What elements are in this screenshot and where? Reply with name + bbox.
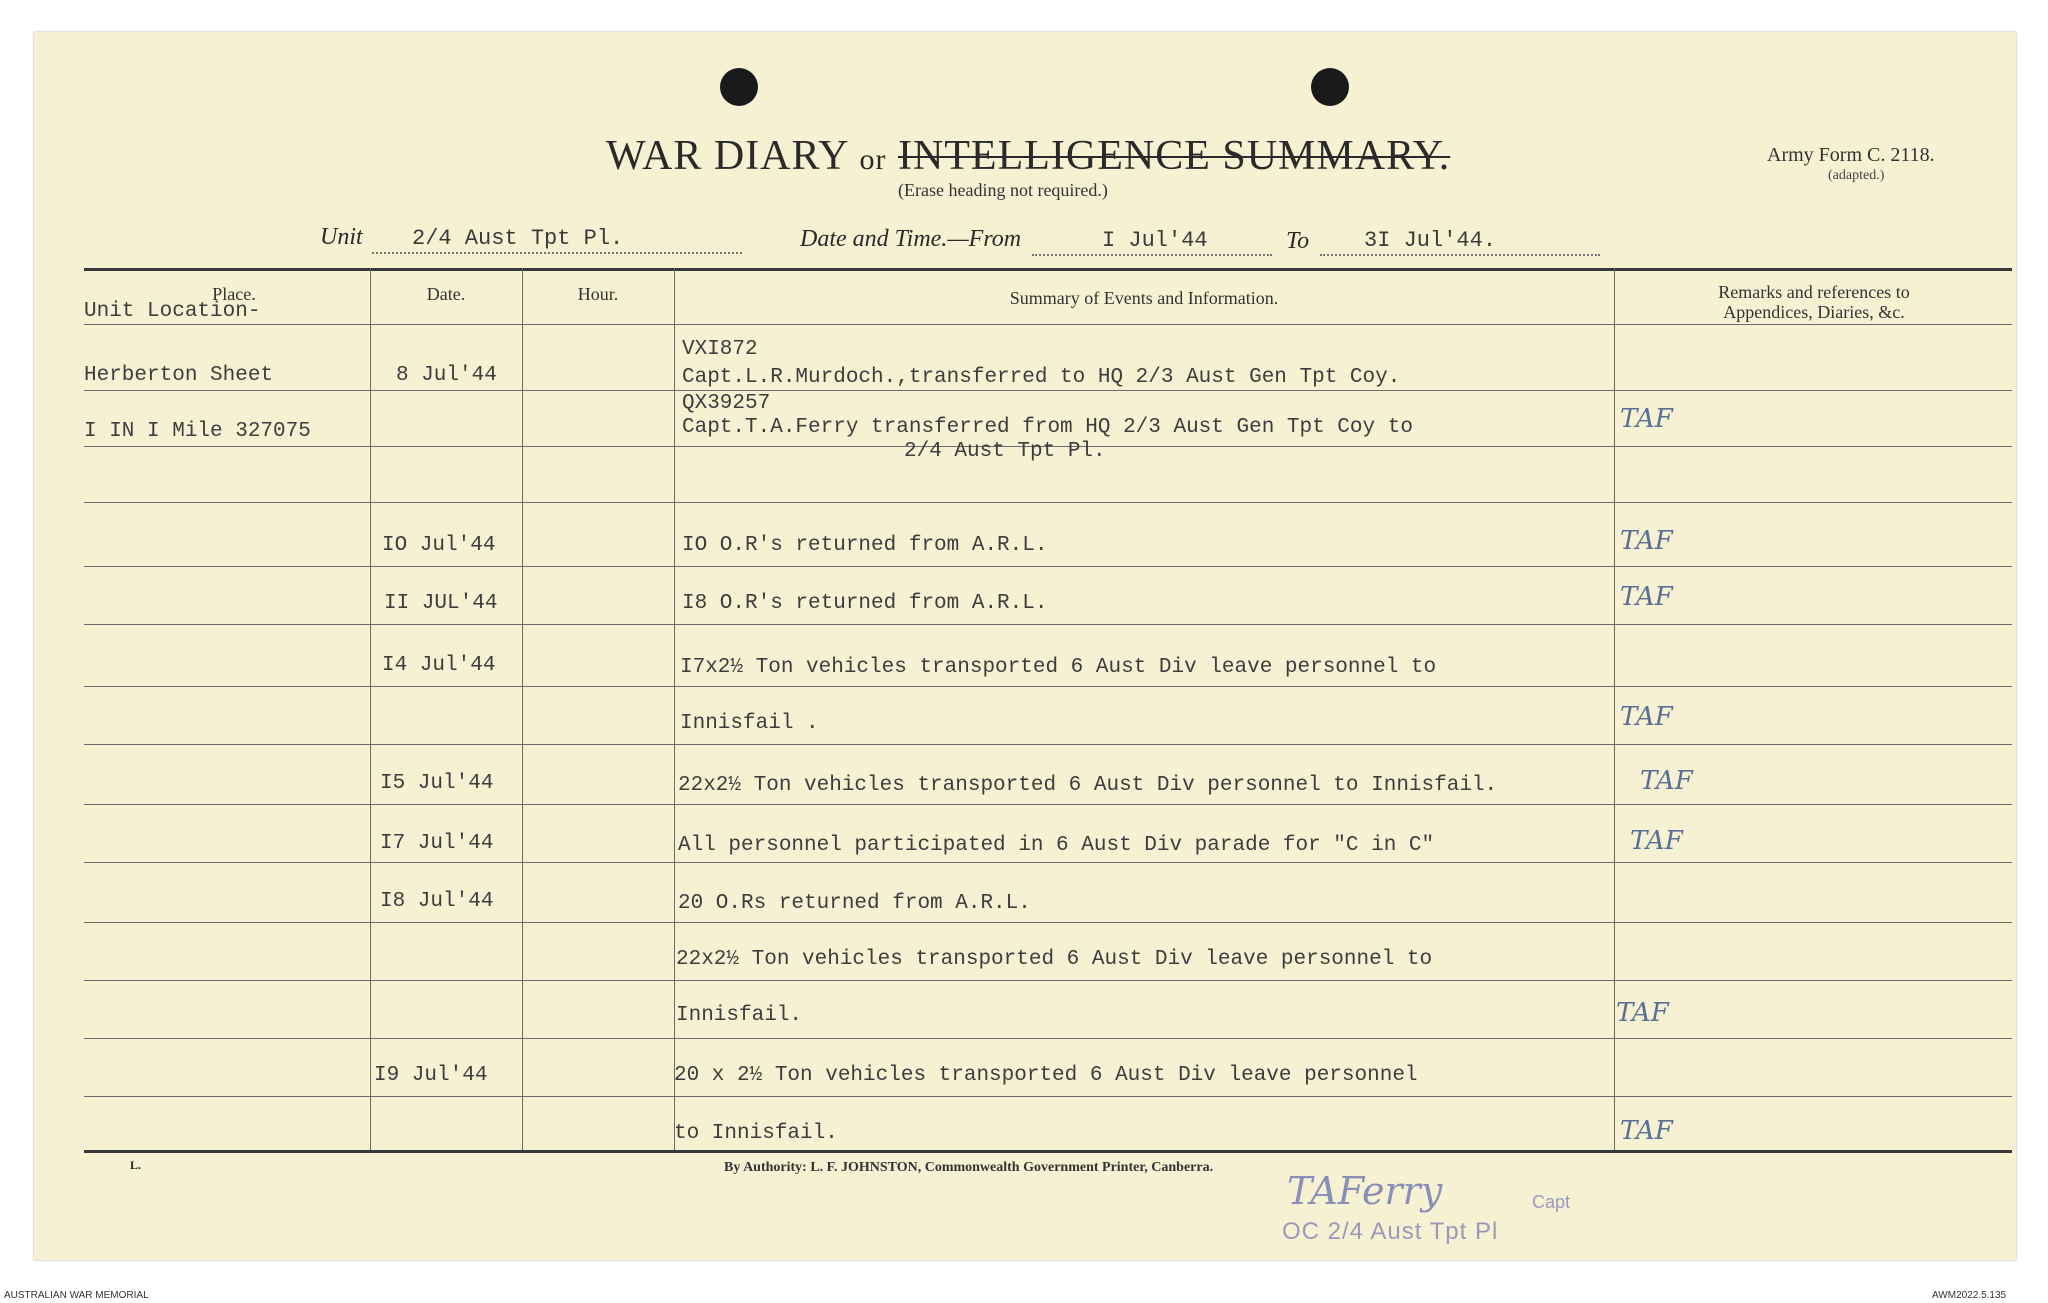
table-row-rule: [84, 922, 2012, 923]
to-label: To: [1286, 228, 1310, 254]
col-header-date: Date.: [426, 284, 466, 304]
table-row-rule: [84, 324, 2012, 325]
initials-signature: TAF: [1620, 526, 1673, 556]
table-row-rule: [84, 1096, 2012, 1097]
entry-text-line: 20 x 2½ Ton vehicles transported 6 Aust Div leave personnel: [674, 1064, 1418, 1087]
entry-date: I7 Jul'44: [380, 832, 494, 855]
table-row-rule: [84, 390, 2012, 391]
table-row-rule: [84, 862, 2012, 863]
entry-text-line: 2/4 Aust Tpt Pl.: [904, 440, 1106, 463]
table-top-rule: [84, 268, 2012, 271]
col-header-place: Place.: [212, 284, 256, 304]
col-divider-summary-remarks: [1614, 268, 1615, 1150]
entry-date: 8 Jul'44: [396, 364, 497, 387]
entry-date: I4 Jul'44: [382, 654, 496, 677]
place-unit-location: Unit Location-: [84, 300, 261, 323]
unit-value: 2/4 Aust Tpt Pl.: [412, 226, 624, 251]
to-dotline: [1320, 254, 1600, 256]
title-struck: INTELLIGENCE SUMMARY.: [897, 133, 1451, 179]
officer-stamp: OC 2/4 Aust Tpt Pl: [1282, 1218, 1499, 1245]
place-sheet: Herberton Sheet: [84, 364, 274, 387]
entry-text-line: Capt.T.A.Ferry transferred from HQ 2/3 Aust Gen Tpt Coy to: [682, 416, 1413, 439]
from-date-value: I Jul'44: [1102, 228, 1208, 253]
printer-authority-line: By Authority: L. F. JOHNSTON, Commonwealth Government Printer, Canberra.: [724, 1160, 1214, 1175]
entry-text-line: 22x2½ Ton vehicles transported 6 Aust Div personnel to Innisfail.: [678, 774, 1498, 797]
date-time-label: Date and Time.—From: [800, 226, 1022, 252]
signature-rank: Capt: [1532, 1192, 1571, 1212]
form-l-mark: L.: [130, 1158, 142, 1172]
table-row-rule: [84, 804, 2012, 805]
table-row-rule: [84, 1038, 2012, 1039]
army-form-number: Army Form C. 2118.: [1767, 144, 1935, 166]
table-row-rule: [84, 980, 2012, 981]
initials-signature: TAF: [1620, 404, 1673, 434]
archive-reference: AWM2022.5.135: [1932, 1290, 2007, 1301]
col-header-summary: Summary of Events and Information.: [1009, 288, 1279, 308]
table-bottom-rule: [84, 1150, 2012, 1153]
entry-text-line: 20 O.Rs returned from A.R.L.: [678, 892, 1031, 915]
entry-text-line: All personnel participated in 6 Aust Div parade for "C in C": [678, 834, 1435, 857]
entry-date: I5 Jul'44: [380, 772, 494, 795]
entry-text-line: VXI872: [682, 338, 758, 361]
punch-hole-right: [1311, 68, 1349, 106]
col-header-remarks-line2: Appendices, Diaries, &c.: [1723, 302, 1905, 322]
table-row-rule: [84, 686, 2012, 687]
entry-text-line: I7x2½ Ton vehicles transported 6 Aust Div leave personnel to: [680, 656, 1437, 679]
entry-date: IO Jul'44: [382, 534, 496, 557]
entry-date: II JUL'44: [384, 592, 498, 615]
to-date-value: 3I Jul'44.: [1364, 228, 1497, 253]
col-divider-date-hour: [522, 268, 523, 1150]
place-grid-ref: I IN I Mile 327075: [84, 420, 311, 443]
entry-text-line: I8 O.R's returned from A.R.L.: [682, 592, 1048, 615]
punch-hole-left: [720, 68, 758, 106]
entry-text-line: to Innisfail.: [674, 1122, 838, 1145]
entry-text-line: Capt.L.R.Murdoch.,transferred to HQ 2/3 Aust Gen Tpt Coy.: [682, 366, 1401, 389]
war-diary-sheet: [34, 32, 2016, 1260]
entry-text-line: Innisfail.: [676, 1004, 803, 1027]
table-row-rule: [84, 566, 2012, 567]
entry-text-line: 22x2½ Ton vehicles transported 6 Aust Div leave personnel to: [676, 948, 1433, 971]
title-or: or: [859, 143, 887, 176]
erase-note: (Erase heading not required.): [898, 180, 1108, 200]
army-form-adapted: (adapted.): [1828, 168, 1885, 183]
entry-date: I9 Jul'44: [374, 1064, 488, 1087]
initials-signature: TAF: [1620, 582, 1673, 612]
unit-label: Unit: [320, 224, 363, 250]
table-row-rule: [84, 624, 2012, 625]
from-dotline: [1032, 254, 1272, 256]
table-row-rule: [84, 744, 2012, 745]
entry-text-line: Innisfail .: [680, 712, 819, 735]
col-divider-place-date: [370, 268, 371, 1150]
title-main: WAR DIARY: [606, 133, 848, 179]
unit-dotline: [372, 252, 742, 254]
officer-signature: TAFerry: [1287, 1169, 1443, 1213]
table-row-rule: [84, 502, 2012, 503]
entry-text-line: QX39257: [682, 392, 771, 415]
archive-credit: AUSTRALIAN WAR MEMORIAL: [4, 1290, 149, 1301]
col-divider-hour-summary: [674, 268, 675, 1150]
initials-signature: TAF: [1640, 766, 1693, 796]
entry-text-line: IO O.R's returned from A.R.L.: [682, 534, 1048, 557]
initials-signature: TAF: [1620, 702, 1673, 732]
entry-date: I8 Jul'44: [380, 890, 494, 913]
initials-signature: TAF: [1630, 826, 1683, 856]
document-title: [606, 132, 1450, 180]
col-header-remarks-line1: Remarks and references to: [1718, 282, 1910, 302]
initials-signature: TAF: [1616, 998, 1669, 1028]
col-header-hour: Hour.: [577, 284, 619, 304]
initials-signature: TAF: [1620, 1116, 1673, 1146]
